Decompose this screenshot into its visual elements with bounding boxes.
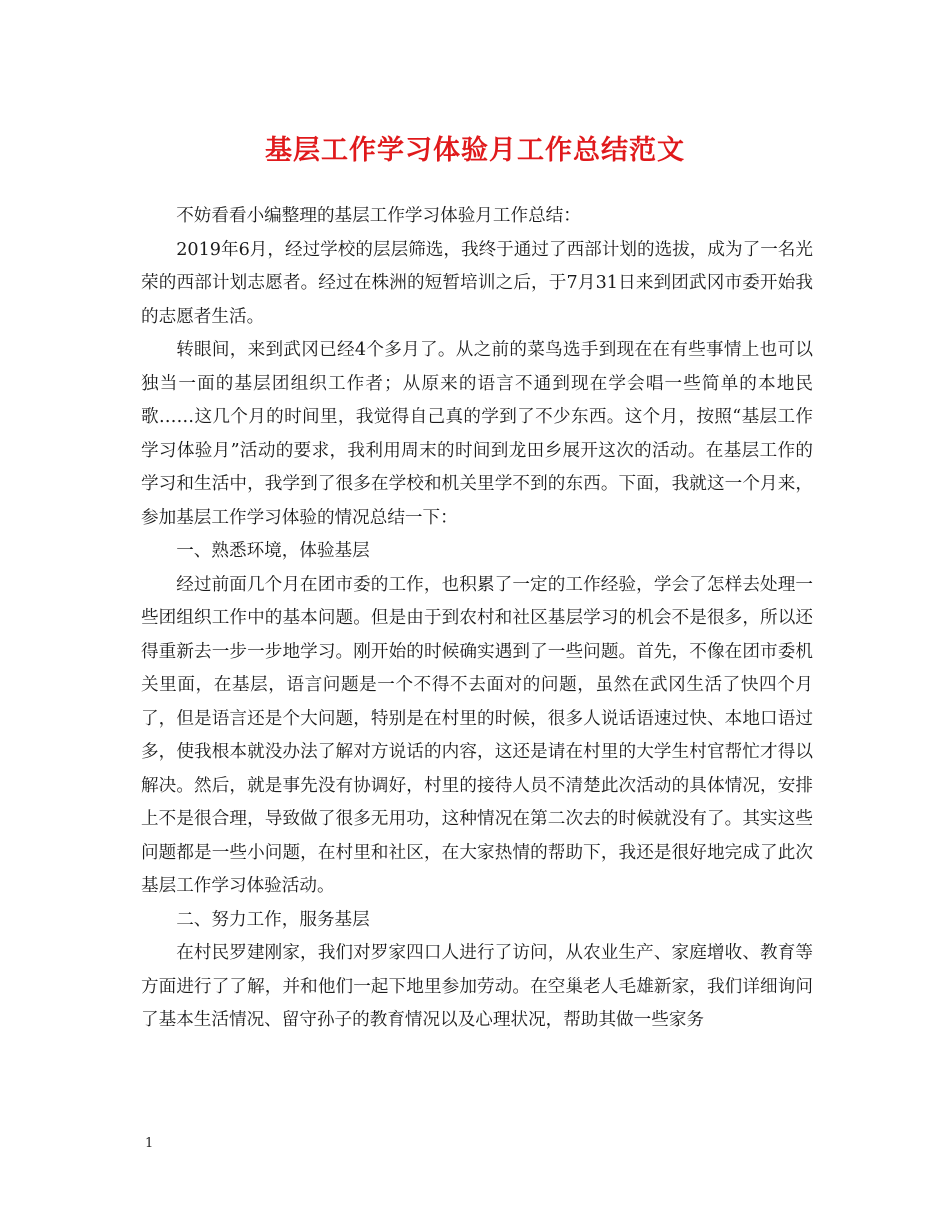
paragraph-overview: 转眼间，来到武冈已经4个多月了。从之前的菜鸟选手到现在在有些事情上也可以独当一面的基层团组织工作者；从原来的语言不通到现在学会唱一些简单的本地民歌……这几个月的时间里，我觉得自己真的学到了不少东西。这个月，按照“基层工作学习体验月”活动的要求，我利用周末的时间到龙田乡展开这次的活动。在基层工作的学习和生活中，我学到了很多在学校和机关里学不到的东西。下面，我就这一个月来，参加基层工作学习体验的情况总结一下： [141,340,813,528]
paragraph-background: 2019年6月，经过学校的层层筛选，我终于通过了西部计划的选拔，成为了一名光荣的西部计划志愿者。经过在株洲的短暂培训之后，于7月31日来到团武冈市委开始我的志愿者生活。 [141,239,813,327]
document-body [141,200,813,1038]
paragraph-intro: 不妨看看小编整理的基层工作学习体验月工作总结： [176,206,581,226]
paragraph-section-2: 在村民罗建刚家，我们对罗家四口人进行了访问，从农业生产、家庭增收、教育等方面进行了了解，并和他们一起下地里参加劳动。在空巢老人毛雄新家，我们详细询问了基本生活情况、留守孙子的教育情况以及心理状况，帮助其做一些家务 [141,943,813,1030]
section-heading-1: 一、熟悉环境，体验基层 [176,541,370,561]
page-number: 1 [145,1136,154,1151]
document-title: 基层工作学习体验月工作总结范文 [265,135,685,166]
section-heading-2: 二、努力工作，服务基层 [176,909,370,930]
paragraph-section-1: 经过前面几个月在团市委的工作，也积累了一定的工作经验，学会了怎样去处理一些团组织工作中的基本问题。但是由于到农村和社区基层学习的机会不是很多，所以还得重新去一步一步地学习。刚开始的时候确实遇到了一些问题。首先，不像在团市委机关里面，在基层，语言问题是一个不得不去面对的问题，虽然在武冈生活了快四个月了，但是语言还是个大问题，特别是在村里的时候，很多人说话语速过快、本地口语过多，使我根本就没办法了解对方说话的内容，这还是请在村里的大学生村官帮忙才得以解决。然后，就是事先没有协调好，村里的接待人员不清楚此次活动的具体情况，安排上不是很合理，导致做了很多无用功，这种情况在第二次去的时候就没有了。其实这些问题都是一些小问题，在村里和社区，在大家热情的帮助下，我还是很好地完成了此次基层工作学习体验活动。 [141,574,813,896]
